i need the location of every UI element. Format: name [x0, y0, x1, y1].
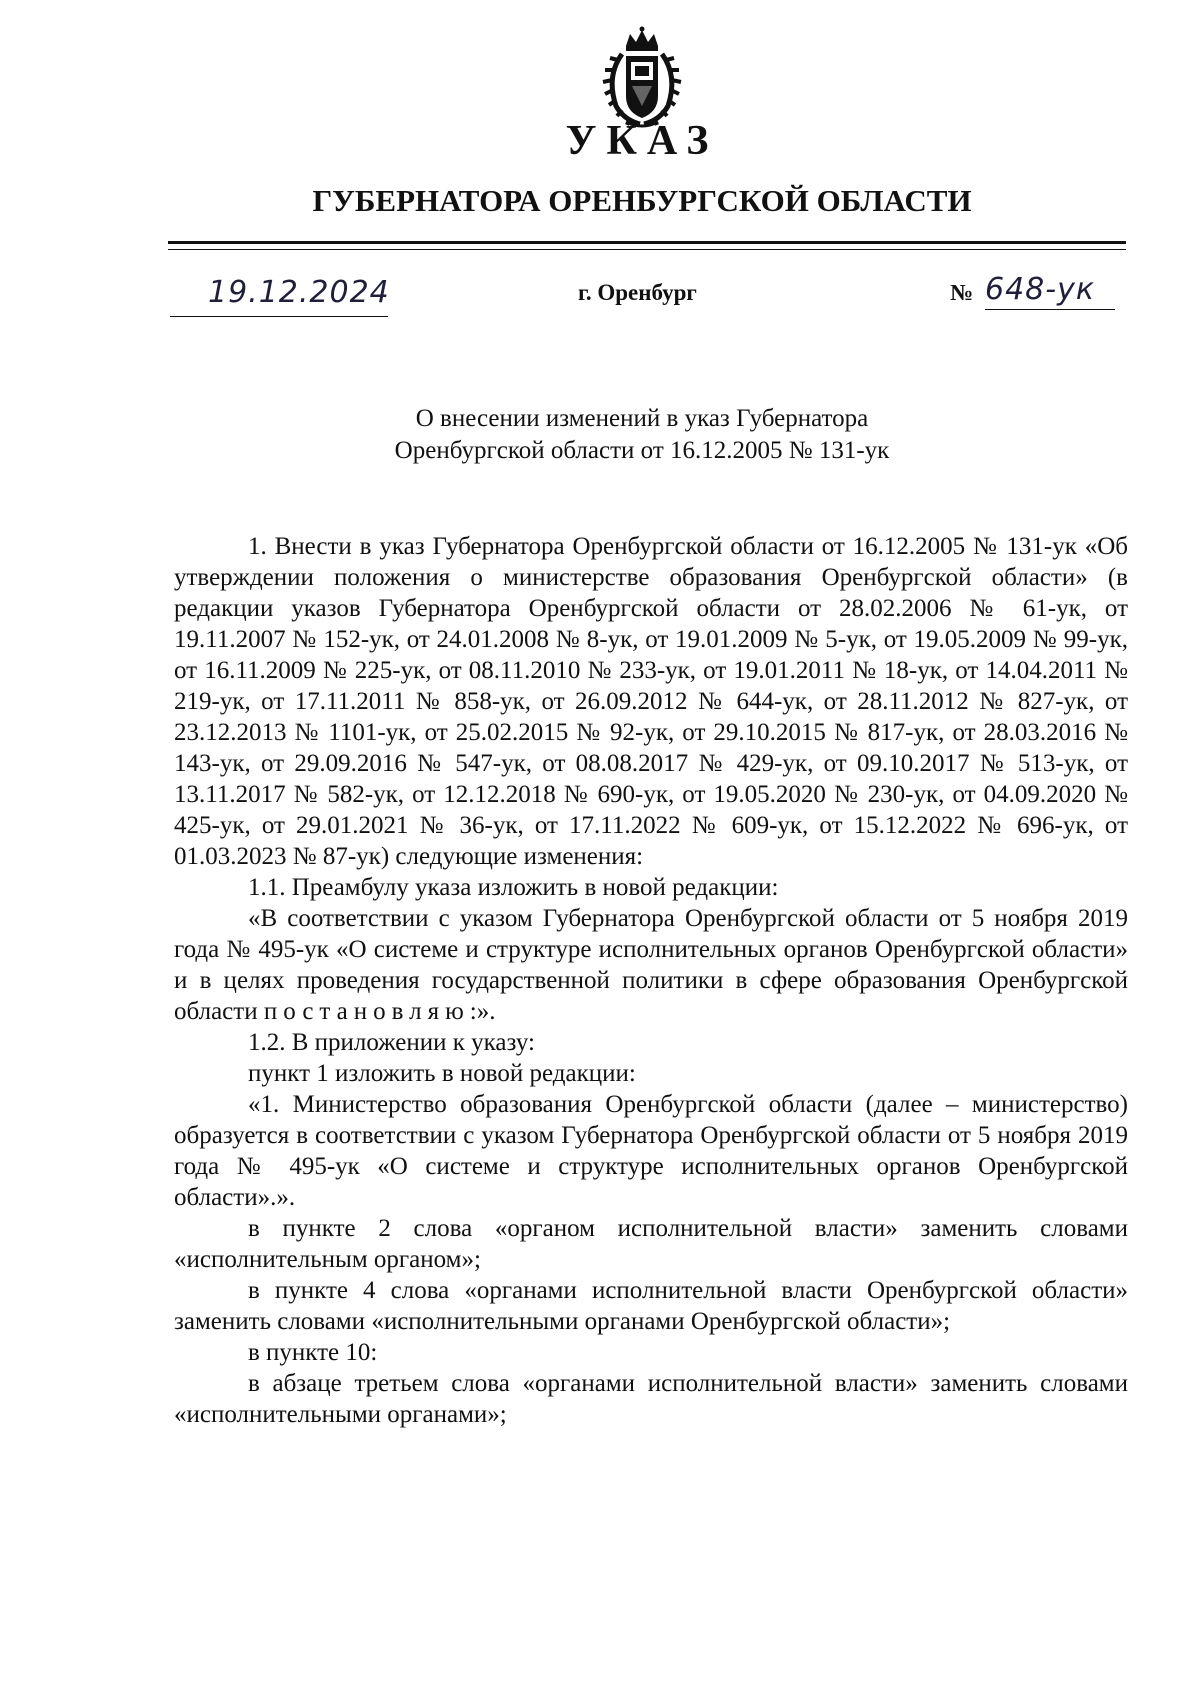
- paragraph: 1. Внести в указ Губернатора Оренбургской области от 16.12.2005 № 131-ук «Об утверждении положения о министерстве образования Оренбургской области» (в редакции указов Губернатора Оренбургской области от 28.02.2006 № 61-ук, от 19.11.2007 № 152-ук, от 24.01.2008 № 8-ук, от 19.01.2009 № 5-ук, от 19.05.2009 № 99-ук, от 16.11.2009 № 225-ук, от 08.11.2010 № 233-ук, от 19.01.2011 № 18-ук, от 14.04.2011 № 219-ук, от 17.11.2011 № 858-ук, от 26.09.2012 № 644-ук, от 28.11.2012 № 827-ук, от 23.12.2013 № 1101-ук, от 25.02.2015 № 92-ук, от 29.10.2015 № 817-ук, от 28.03.2016 № 143-ук, от 29.09.2016 № 547-ук, от 08.08.2017 № 429-ук, от 09.10.2017 № 513-ук, от 13.11.2017 № 582-ук, от 12.12.2018 № 690-ук, от 19.05.2020 № 230-ук, от 04.09.2020 № 425-ук, от 29.01.2021 № 36-ук, от 17.11.2022 № 609-ук, от 15.12.2022 № 696-ук, от 01.03.2023 № 87-ук) следующие изменения:: [174, 533, 1128, 870]
- subject-line: О внесении изменений в указ Губернатора: [415, 405, 869, 432]
- subject-line: Оренбургской области от 16.12.2005 № 131-ук: [394, 437, 890, 464]
- document-type-title: УКАЗ: [565, 118, 719, 164]
- document-body: [174, 531, 1128, 1430]
- paragraph: «1. Министерство образования Оренбургской области (далее – министерство) образуется в соответствии с указом Губернатора Оренбургской области от 5 ноября 2019 года № 495-ук «О системе и структуре исполнительных органов Оренбургской области».».: [174, 1091, 1128, 1211]
- document-city: г. Оренбург: [578, 280, 697, 305]
- paragraph: в пункте 10:: [248, 1339, 378, 1366]
- paragraph: 1.1. Преамбулу указа изложить в новой редакции:: [248, 874, 779, 901]
- oblast-coat-of-arms-icon: [596, 26, 688, 130]
- paragraph-text: «В соответствии с указом Губернатора Оренбургской области от 5 ноября 2019 года № 495-ук «О системе и структуре исполнительных органов Оренбургской области» и в целях проведения государственной политики в сфере образования Оренбургской области: [174, 905, 1128, 1025]
- spaced-word: постановляю: [263, 998, 470, 1025]
- paragraph: в пункте 4 слова «органами исполнительной власти Оренбургской области» заменить словами «исполнительными органами Оренбургской области»;: [174, 1277, 1128, 1335]
- paragraph: 1.2. В приложении к указу:: [248, 1029, 535, 1056]
- issuer-title: ГУБЕРНАТОРА ОРЕНБУРГСКОЙ ОБЛАСТИ: [312, 183, 972, 218]
- document-date: 19.12.2024: [208, 275, 390, 310]
- document-subject: [0, 403, 1200, 467]
- number-label: №: [950, 280, 974, 305]
- paragraph: [174, 903, 1128, 1027]
- header-rule-thick: [168, 241, 1126, 244]
- document-number: 648-ук: [985, 272, 1115, 310]
- paragraph: пункт 1 изложить в новой редакции:: [248, 1060, 636, 1087]
- header-rule-thin: [168, 249, 1126, 250]
- paragraph: в абзаце третьем слова «органами исполнительной власти» заменить словами «исполнительными органами»;: [174, 1370, 1128, 1428]
- paragraph: в пункте 2 слова «органом исполнительной власти» заменить словами «исполнительным органом»;: [174, 1215, 1128, 1273]
- paragraph-text: :».: [469, 998, 496, 1025]
